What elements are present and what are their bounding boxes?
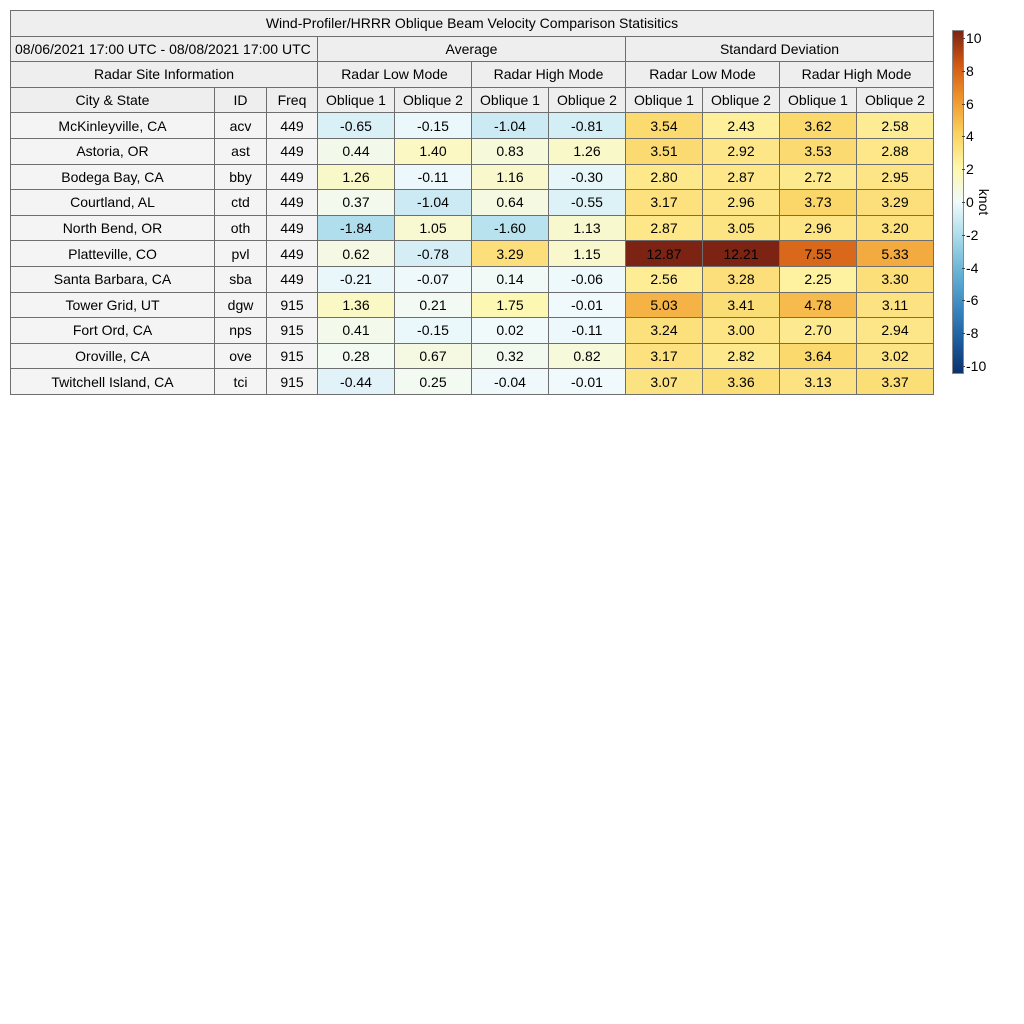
value-cell: 2.70 [780,318,857,344]
value-cell: 0.83 [472,138,549,164]
value-cell: -0.81 [549,113,626,139]
value-cell: 1.36 [318,292,395,318]
table-row [11,369,934,395]
table-row [11,215,934,241]
value-cell: 2.96 [703,190,780,216]
value-cell: 0.44 [318,138,395,164]
value-cell: -1.60 [472,215,549,241]
value-cell: 12.87 [626,241,703,267]
colorbar-unit-label: knot [976,188,992,216]
table-row [11,292,934,318]
site-id-cell: bby [215,164,267,190]
value-cell: 1.16 [472,164,549,190]
value-cell: 3.28 [703,266,780,292]
city-state-cell: Courtland, AL [11,190,215,216]
colorbar-tick-label: -10 [966,358,987,374]
value-cell: -0.11 [395,164,472,190]
city-state-cell: North Bend, OR [11,215,215,241]
value-cell: 2.87 [626,215,703,241]
freq-cell: 915 [267,369,318,395]
value-cell: 1.75 [472,292,549,318]
freq-cell: 449 [267,241,318,267]
city-state-cell: Twitchell Island, CA [11,369,215,395]
column-header: Oblique 1 [626,87,703,113]
colorbar-tick-label: 4 [966,128,974,145]
value-cell: 3.29 [472,241,549,267]
site-id-cell: dgw [215,292,267,318]
freq-cell: 449 [267,190,318,216]
freq-cell: 449 [267,266,318,292]
value-cell: 0.37 [318,190,395,216]
value-cell: 2.87 [703,164,780,190]
value-cell: 2.80 [626,164,703,190]
value-cell: 3.51 [626,138,703,164]
value-cell: 2.82 [703,343,780,369]
value-cell: 3.37 [857,369,934,395]
colorbar-tick-label: 10 [966,30,982,46]
value-cell: 3.54 [626,113,703,139]
value-cell: -0.11 [549,318,626,344]
value-cell: 3.13 [780,369,857,395]
column-header: Oblique 1 [780,87,857,113]
city-state-cell: Oroville, CA [11,343,215,369]
average-header: Average [318,36,626,62]
column-header: ID [215,87,267,113]
site-id-cell: acv [215,113,267,139]
city-state-cell: Astoria, OR [11,138,215,164]
value-cell: 3.24 [626,318,703,344]
value-cell: 0.32 [472,343,549,369]
value-cell: 2.92 [703,138,780,164]
column-header: Oblique 1 [318,87,395,113]
site-id-cell: oth [215,215,267,241]
value-cell: 0.82 [549,343,626,369]
site-id-cell: sba [215,266,267,292]
mode-header-row [11,62,934,88]
table-row [11,138,934,164]
colorbar-tick-label: 8 [966,62,974,79]
value-cell: 0.64 [472,190,549,216]
site-id-cell: pvl [215,241,267,267]
column-header: Oblique 2 [703,87,780,113]
table-title: Wind-Profiler/HRRR Oblique Beam Velocity Comparison Statisitics [11,11,934,37]
value-cell: -0.78 [395,241,472,267]
freq-cell: 915 [267,318,318,344]
value-cell: 3.62 [780,113,857,139]
table-row [11,190,934,216]
value-cell: -0.04 [472,369,549,395]
column-header: Freq [267,87,318,113]
value-cell: 0.25 [395,369,472,395]
freq-cell: 449 [267,138,318,164]
value-cell: 3.41 [703,292,780,318]
value-cell: -1.84 [318,215,395,241]
colorbar-tick-label: 0 [966,194,974,210]
value-cell: -0.01 [549,369,626,395]
value-cell: 3.36 [703,369,780,395]
column-header: City & State [11,87,215,113]
column-header: Oblique 1 [472,87,549,113]
title-row [11,11,934,37]
value-cell: 12.21 [703,241,780,267]
freq-cell: 449 [267,113,318,139]
value-cell: 1.13 [549,215,626,241]
site-id-cell: nps [215,318,267,344]
value-cell: 3.07 [626,369,703,395]
value-cell: 3.20 [857,215,934,241]
value-cell: 3.30 [857,266,934,292]
value-cell: 1.26 [549,138,626,164]
value-cell: -0.65 [318,113,395,139]
value-cell: 1.26 [318,164,395,190]
value-cell: 0.41 [318,318,395,344]
value-cell: 2.72 [780,164,857,190]
value-cell: 3.53 [780,138,857,164]
city-state-cell: Fort Ord, CA [11,318,215,344]
site-info-header: Radar Site Information [11,62,318,88]
value-cell: 3.05 [703,215,780,241]
table-row [11,318,934,344]
value-cell: 0.28 [318,343,395,369]
value-cell: 3.64 [780,343,857,369]
column-header: Oblique 2 [549,87,626,113]
value-cell: 7.55 [780,241,857,267]
site-id-cell: tci [215,369,267,395]
value-cell: 0.62 [318,241,395,267]
value-cell: -0.07 [395,266,472,292]
mode-header: Radar Low Mode [318,62,472,88]
city-state-cell: Bodega Bay, CA [11,164,215,190]
colorbar-tick-label: 6 [966,95,974,112]
table-row [11,241,934,267]
value-cell: -0.55 [549,190,626,216]
value-cell: 2.96 [780,215,857,241]
value-cell: -0.01 [549,292,626,318]
colorbar-tick-label: -2 [966,226,979,243]
site-id-cell: ast [215,138,267,164]
value-cell: 2.94 [857,318,934,344]
date-range: 08/06/2021 17:00 UTC - 08/08/2021 17:00 UTC [11,36,318,62]
table-row [11,266,934,292]
value-cell: 1.05 [395,215,472,241]
value-cell: 5.33 [857,241,934,267]
mode-header: Radar Low Mode [626,62,780,88]
value-cell: -0.30 [549,164,626,190]
value-cell: -1.04 [395,190,472,216]
column-header-row [11,87,934,113]
freq-cell: 449 [267,215,318,241]
value-cell: 0.14 [472,266,549,292]
value-cell: -0.15 [395,318,472,344]
value-cell: 0.21 [395,292,472,318]
freq-cell: 915 [267,343,318,369]
colorbar-tick-label: 2 [966,161,974,178]
colorbar-tick-label: -6 [966,292,979,309]
city-state-cell: McKinleyville, CA [11,113,215,139]
value-cell: 1.15 [549,241,626,267]
value-cell: 2.43 [703,113,780,139]
value-cell: 2.25 [780,266,857,292]
value-cell: 0.67 [395,343,472,369]
city-state-cell: Tower Grid, UT [11,292,215,318]
value-cell: 1.40 [395,138,472,164]
group-header-row [11,36,934,62]
freq-cell: 915 [267,292,318,318]
value-cell: 3.73 [780,190,857,216]
value-cell: -0.21 [318,266,395,292]
value-cell: -1.04 [472,113,549,139]
value-cell: -0.06 [549,266,626,292]
value-cell: -0.44 [318,369,395,395]
value-cell: 3.00 [703,318,780,344]
value-cell: 4.78 [780,292,857,318]
value-cell: 2.56 [626,266,703,292]
std-dev-header: Standard Deviation [626,36,934,62]
site-id-cell: ctd [215,190,267,216]
value-cell: 0.02 [472,318,549,344]
colorbar-tick-label: -8 [966,325,979,342]
value-cell: 3.02 [857,343,934,369]
value-cell: -0.15 [395,113,472,139]
column-header: Oblique 2 [857,87,934,113]
value-cell: 2.88 [857,138,934,164]
value-cell: 2.95 [857,164,934,190]
value-cell: 3.11 [857,292,934,318]
value-cell: 2.58 [857,113,934,139]
column-header: Oblique 2 [395,87,472,113]
city-state-cell: Platteville, CO [11,241,215,267]
freq-cell: 449 [267,164,318,190]
comparison-stats-table [10,10,934,395]
table-row [11,164,934,190]
value-cell: 5.03 [626,292,703,318]
city-state-cell: Santa Barbara, CA [11,266,215,292]
value-cell: 3.17 [626,190,703,216]
site-id-cell: ove [215,343,267,369]
mode-header: Radar High Mode [472,62,626,88]
value-cell: 3.17 [626,343,703,369]
mode-header: Radar High Mode [780,62,934,88]
value-cell: 3.29 [857,190,934,216]
table-row [11,343,934,369]
table-row [11,113,934,139]
colorbar-tick-label: -4 [966,259,979,276]
